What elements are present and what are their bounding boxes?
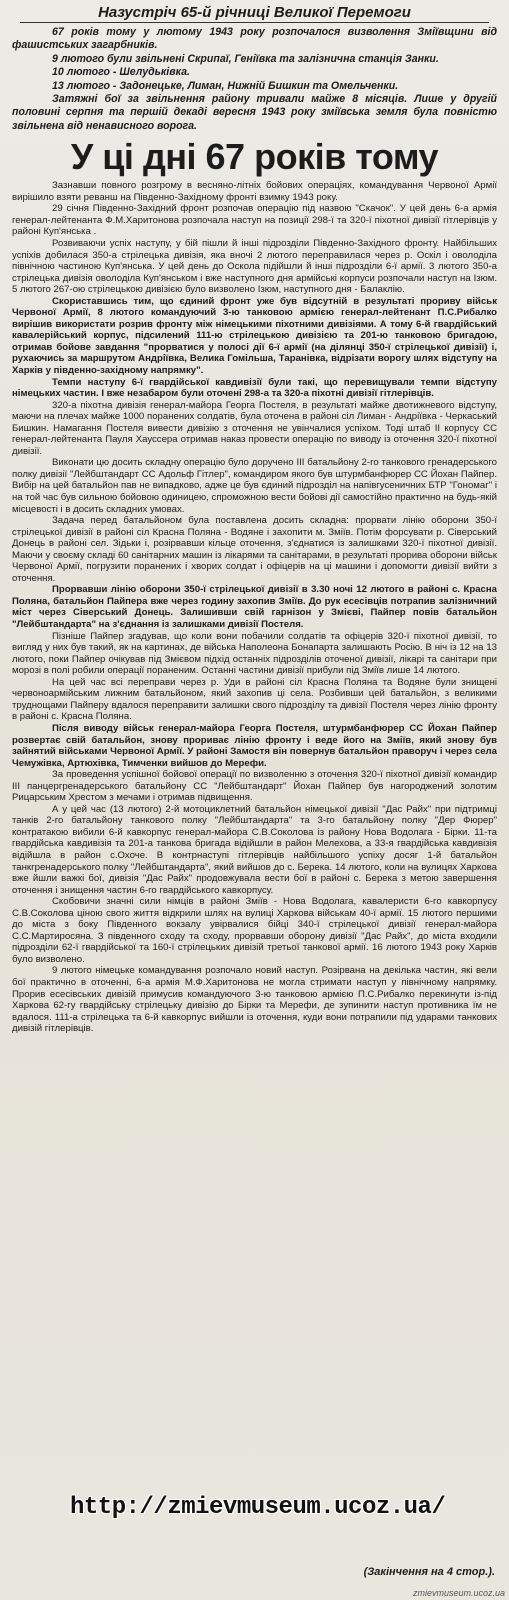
body-paragraph: Виконати цю досить складну операцію було доручено ІІІ батальйону 2-го танкового гренадерського полку дивізії "Лейбштандарт СС Адольф Гітлер", командиром якого був штурмбанфюрер СС Йохан Пайпер. Вибір на цей батальйон пав не випадково, адже це був єдиний підрозділ на напівгусеничних БТР "Гономаг" і на той час був сильною бойовою одиницею, спроможною вести бойові дії самостійно практично на будь-якій місцевості і в досить складних умовах. (12, 457, 497, 515)
body-paragraph: За проведення успішної бойової операції по визволенню з оточення 320-ї піхотної дивізії командир ІІІ панцергренадерського батальйону СС "Лейбштандарт" Йохан Пайпер був нагороджений золотим Рицарським Хрестом з мечами і отримав підвищення. (12, 769, 497, 804)
body-paragraph: На цей час всі переправи через р. Уди в районі сіл Красна Поляна та Водяне були знищені червоноармійським лижним батальйоном, який захопив ці села. Розбивши цей батальйон, з великими труднощами Пайперу вдалося переправити залишки свого підрозділу та дивізії Постеля через лінію фронту в районі с. Красна Поляна. (12, 676, 497, 723)
body-paragraph: Скориставшись тим, що єдиний фронт уже був відсутній в результаті прориву військ Червоної Армії, 8 лютого командуючий 3-ю танковою армією генерал-лейтенант П.С.Рибалко вирішив використати розрив фронту між німецькими піхотними дивізіями. А тому 6-й гвардійський кавалерійський корпус, підсилений 111-ю стрілецькою дивізією та 201-ю танковою бригадою, отримав бойове завдання "прорватися у полосі дії 6-ї армії (на ділянці 350-ї стрілецької дивізії) і, рухаючись за маршрутом Андріївка, Велика Гомільша, Таранівка, відрізати ворогу шлях відступу на Харків у південно-західному напрямку". (12, 295, 497, 376)
body-paragraph: Задача перед батальйоном була поставлена досить складна: прорвати лінію оборони 350-ї стрілецької дивізії в районі сіл Красна Поляна - Водяне і захопити м. Зміїв. Потім форсувати р. Сіверський Донець в районі сел. Зідьки і, розірвавши кільце оточення, з'єднатися із залишками 320-ї піхотної дивізії. Маючи у своєму складі 60 санітарних машин із лікарями та санітарами, в результаті прорива оборони військ Червоної Армії, погрузити поранених і хворих солдат і офіцерів на ці машини і допомогти дивізії вийти з оточення. (12, 515, 497, 584)
body-paragraph: Прорвавши лінію оборони 350-ї стрілецької дивізії в 3.30 ночі 12 лютого в районі с. Красна Поляна, батальйон Пайпера вже через годину захопив Зміїв. До рук есесівців потрапив залізничний міст через Сіверський Донець. Залишивши свій гарнізон у Змієві, Пайпер повів батальйон "Лейбштандарта" на з'єднання із залишками дивізії Постеля. (12, 584, 497, 631)
continuation-note: (Закінчення на 4 стор.). (363, 1566, 495, 1578)
museum-website-link[interactable]: http://zmievmuseum.ucoz.ua/ (70, 1494, 446, 1521)
body-paragraph: Після виводу військ генерал-майора Георга Постеля, штурмбанфюрер СС Йохан Пайпер розвертає свій батальйон, знову прориває лінію фронту і веде його на Зміїв, який знову був зайнятий військами Червоної Армії. У районі Замостя він повернув батальйон праворуч і через села Чемужівка, Артюхівка, Тимченки вийшов до Мерефи. (12, 722, 497, 769)
body-paragraph: 29 січня Південно-Західний фронт розпочав операцію під назвою "Скачок". У цей день 6-а армія генерал-лейтенанта Ф.М.Харитонова розпочала наступ на позиції 298-ї та 320-ї піхотної дивізії гітлерівців у районі Куп'янська . (12, 203, 497, 238)
article-body (12, 180, 497, 1034)
body-paragraph: Зазнавши повного розгрому в весняно-літніх бойових операціях, командування Червоної Армії вирішило взяти реванш на Південно-Західному фронті взимку 1943 року. (12, 180, 497, 203)
body-paragraph: Скобовичи значні сили німців в районі Зміїв - Нова Водолага, кавалеристи 6-го кавкорпусу С.В.Соколова ціною свого життя відкрили шлях на вулиці Харкова військам 40-ї армії. 15 лютого першими до міста з боку Південного вокзалу увірвалися бійці 340-ї стрілецької дивізії генерал-майора С.С.Мартиросяна. З південного сходу та сходу, прорвавши оборону дивізії "Дас Райх", до міста входили підрозділи 62-ї гвардійської та 160-ї стрілецьких дивізій третьої танкової армії. 16 лютого 1943 року Харків було визволено. (12, 896, 497, 965)
body-paragraph: Темпи наступу 6-ї гвардійської кавдивізії були такі, що перевищували темпи відступу німецьких частин. І вже незабаром були оточені 298-а та 320-а піхотні дивізії гітлерівців. (12, 376, 497, 400)
body-paragraph: Пізніше Пайпер згадував, що коли вони побачили солдатів та офіцерів 320-ї піхотної дивізії, то вигляд у них був такий, як на картинах, де війська Наполеона Бонапарта залишають Росію. В ніч із 12 на 13 лютого, поки Пайпер очікував під Змієвом підхід останніх підрозділів оточеної дивізії, лікарі та санітари при морозі в полі робили операції пораненим. Останні частини дивізії прибули під Зміїв лише 14 лютого. (12, 630, 497, 677)
body-paragraph: 9 лютого німецьке командування розпочало новий наступ. Розірвана на декілька частин, які вели бої практично в оточенні, 6-а армія М.Ф.Харитонова не могла стримати наступ у північному напрямку. Прорив есесівських дивізій примусив командуючого 3-ю танковою армією П.С.Рибалко перекинути із-під Харкова 62-гу гвардійську стрілецьку дивізію до Бірки та Мерефи, де зупинити наступ противника їм не вдалося. 111-а стрілецька та 6-й кавкорпус вийшли із оточення, куди вони потрапили під ударами танкових дивізій гітлерівців. (12, 965, 497, 1035)
article-headline: У ці дні 67 років тому (70, 136, 439, 178)
intro-paragraph: Затяжні бої за звільнення району тривали майже 8 місяців. Лише у другій половині серпня та першій декаді вересня 1943 року зміївська земля була повністю звільнена від ненависного ворога. (12, 93, 497, 132)
body-paragraph: А у цей час (13 лютого) 2-й мотоциклетний батальйон німецької дивізії "Дас Райх" при підтримці танків 2-го батальйону танкового полку "Лейбштандарта" та 3-го батальйону полку "Дер Фюрер" контратакою вибили 6-й кавкорпус генерал-майора С.В.Соколова із району Нова Водолага - Бірки. 11-та гвардійська кавдивізія та 201-а танкова бригада відійшли в район Мелехова, а 33-я гвардійська кавдивізія відійшла в район с.Охоче. В контрнаступі гітлерівців найбільшого успіху досяг 1-й батальйон танкгренадерського полку "Лейбштандарта", який вийшов до с. Берека. 14 лютого, коли на вулицях Харкова вже йшли важкі бої, дивізія "Дас Райх" продовжувала вести бої в районі с. Берека з метою завершення оточення і знищення частин 6-го гвардійського кавкорпусу. (12, 803, 497, 896)
intro-paragraph: 10 лютого - Шелудьківка. (52, 66, 190, 79)
intro-block (12, 26, 497, 133)
watermark-text: zmievmuseum.ucoz.ua (412, 1588, 505, 1598)
intro-paragraph: 13 лютого - Задонецьке, Лиман, Нижній Бишкин та Омельченки. (52, 79, 399, 92)
intro-paragraph: 9 лютого були звільнені Скрипаї, Геніївка та залізнична станція Занки. (52, 52, 439, 65)
intro-paragraph: 67 років тому у лютому 1943 року розпочалося визволення Зміївщини від фашистських загарбників. (12, 26, 497, 52)
rubric-heading: Назустріч 65-й річниці Великої Перемоги (20, 4, 489, 23)
body-paragraph: Розвиваючи успіх наступу, у бій пішли й інші підрозділи Південно-Західного фронту. Найбільших успіхів добилася 350-а стрілецька дивізія, яка вночі 2 лютого переправилася через р. Оскіл і оволоділа північною частиною Куп'янська. У цей день до Оскола підійшли й інші підрозділи 6-ї армії. 3 лютого 350-а стрілецька дивізія оволоділа Куп'янськом і вже наступного дня армійські корпуси розпочали наступ на Ізюм. 5 лютого 267-ою стрілецькою дивізією було визволено Ізюм, наступного дня - Балаклію. (12, 237, 497, 296)
body-paragraph: 320-а піхотна дивізія генерал-майора Георга Постеля, в результаті майже двотижневого відступу, маючи на плечах майже 1000 поранених солдатів, була оточена в районі сіл Лиман - Андріївка - Черкаський Бишкин. Намагання Постеля вивести дивізію з оточення не увінчалися успіхом. Тоді штаб ІІ корпусу СС генерал-лейтенанта Пауля Хауссера отримав наказ провести операцію по виводу із оточення 320-ї піхотної дивізії. (12, 399, 497, 457)
